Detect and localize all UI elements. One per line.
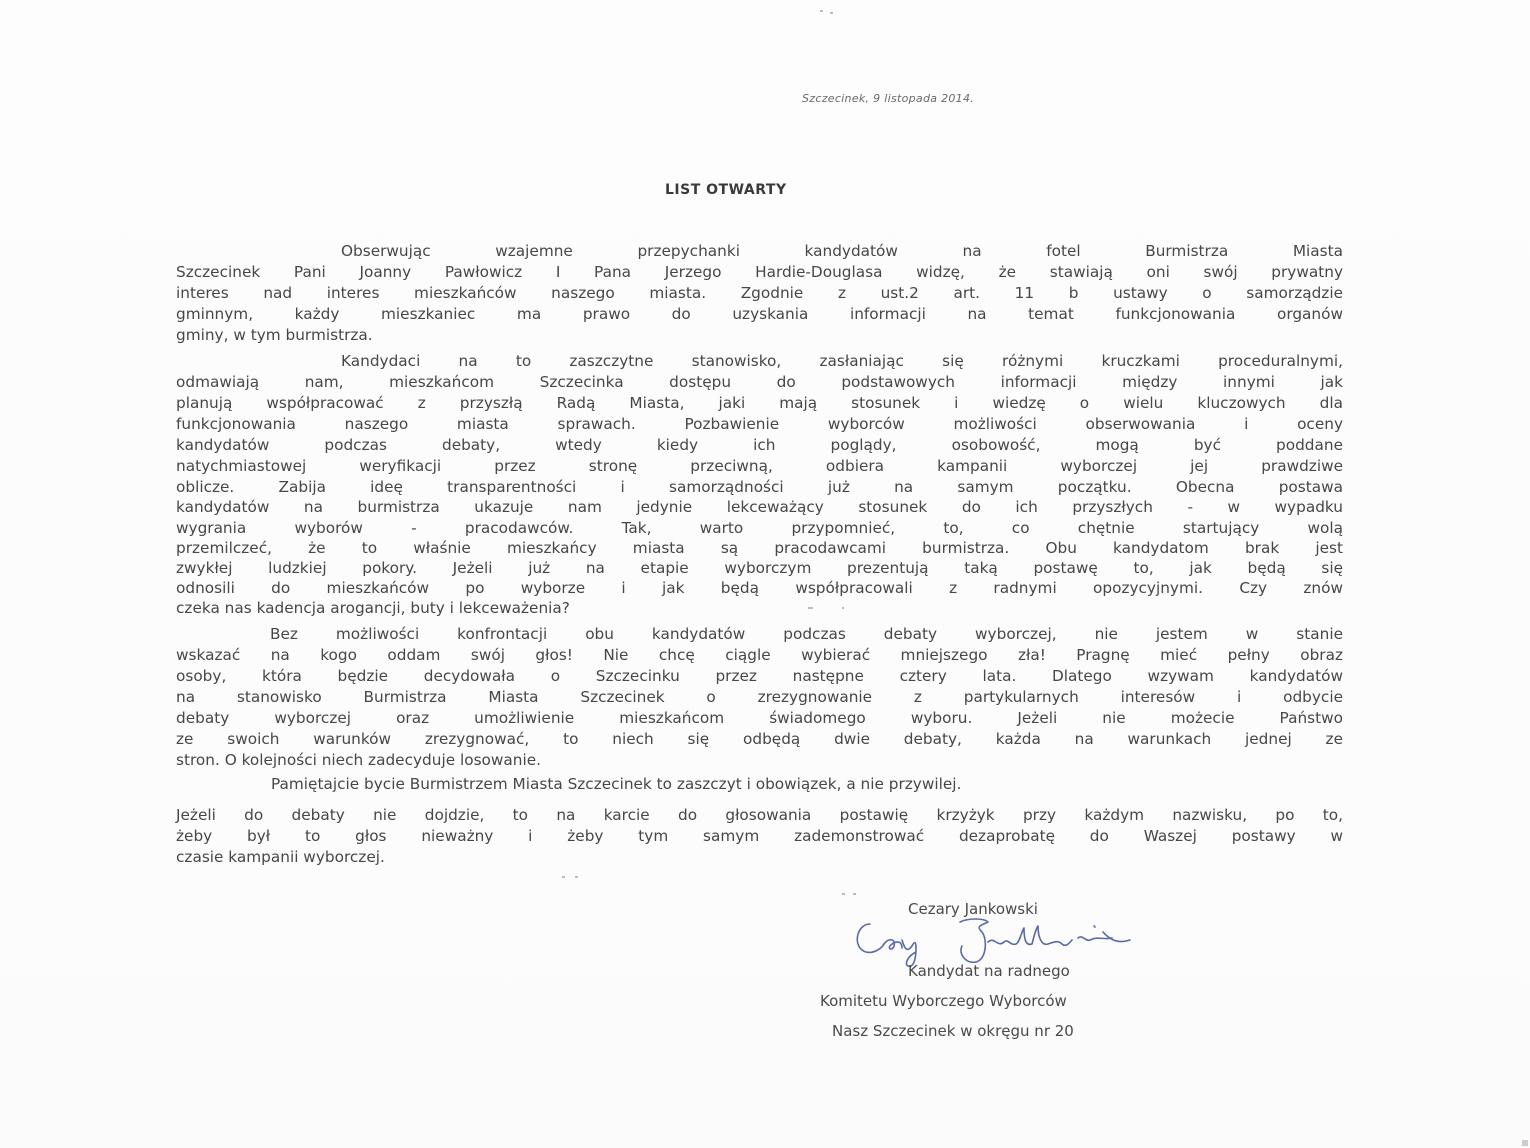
signatory-role-line-1: Kandydat na radnego bbox=[908, 962, 1070, 980]
signature-strokes bbox=[857, 919, 1130, 966]
text-line: oblicze. Zabija ideę transparentności i samorządności już na samym początku. Obecna postawa bbox=[176, 478, 1343, 496]
signatory-role-line-2: Komitetu Wyborczego Wyborców bbox=[820, 992, 1067, 1010]
text-line: Obserwując wzajemne przepychanki kandydatów na fotel Burmistrza Miasta bbox=[341, 242, 1343, 260]
signatory-role-line-3: Nasz Szczecinek w okręgu nr 20 bbox=[832, 1022, 1074, 1040]
scan-speck bbox=[830, 12, 833, 14]
text-line: zwykłej ludzkiej pokory. Jeżeli już na etapie wyborczym prezentują taką postawę to, jak będą się bbox=[176, 559, 1343, 577]
text-line: Jeżeli do debaty nie dojdzie, to na karcie do głosowania postawię krzyżyk przy każdym nazwisku, po to, bbox=[176, 806, 1343, 824]
text-line: wygrania wyborów - pracodawców. Tak, warto przypomnieć, to, co chętnie startujący wolą bbox=[176, 519, 1343, 537]
scan-speck bbox=[820, 10, 823, 12]
text-line: planują współpracować z przyszłą Radą Miasta, jaki mają stosunek i wiedzę o wielu kluczowych dla bbox=[176, 394, 1343, 412]
text-line: debaty wyborczej oraz umożliwienie mieszkańcom świadomego wyboru. Jeżeli nie możecie Państwo bbox=[176, 709, 1343, 727]
text-line: kandydatów podczas debaty, wtedy kiedy ich poglądy, osobowość, mogą być poddane bbox=[176, 436, 1343, 454]
text-line: osoby, która będzie decydowała o Szczecinku przez następne cztery lata. Dlatego wzywam kandydatów bbox=[176, 667, 1343, 685]
scan-speck bbox=[1522, 1140, 1528, 1146]
scan-speck bbox=[842, 893, 845, 895]
scan-speck bbox=[808, 607, 813, 609]
text-line: ze swoich warunków zrezygnować, to niech się odbędą dwie debaty, każda na warunkach jednej ze bbox=[176, 730, 1343, 748]
letter-title: LIST OTWARTY bbox=[665, 182, 787, 198]
text-line: odmawiają nam, mieszkańcom Szczecinka dostępu do podstawowych informacji między innymi jak bbox=[176, 373, 1343, 391]
scan-speck bbox=[842, 607, 844, 609]
scan-speck bbox=[853, 893, 856, 895]
text-line: Bez możliwości konfrontacji obu kandydatów podczas debaty wyborczej, nie jestem w stanie bbox=[270, 625, 1343, 643]
text-line: wskazać na kogo oddam swój głos! Nie chcę ciągle wybierać mniejszego zła! Pragnę mieć pełny obraz bbox=[176, 646, 1343, 664]
text-line: gminy, w tym burmistrza. bbox=[176, 326, 373, 344]
text-line: interes nad interes mieszkańców naszego miasta. Zgodnie z ust.2 art. 11 b ustawy o samorządzie bbox=[176, 284, 1343, 302]
letter-date: Szczecinek, 9 listopada 2014. bbox=[802, 92, 975, 105]
text-line: Pamiętajcie bycie Burmistrzem Miasta Szczecinek to zaszczyt i obowiązek, a nie przywilej. bbox=[271, 775, 962, 793]
signatory-name: Cezary Jankowski bbox=[908, 900, 1038, 918]
text-line: kandydatów na burmistrza ukazuje nam jedynie lekceważący stosunek do ich przyszłych - w wypadku bbox=[176, 498, 1343, 516]
scan-speck bbox=[575, 876, 578, 878]
text-line: Kandydaci na to zaszczytne stanowisko, zasłaniając się różnymi kruczkami proceduralnymi, bbox=[341, 352, 1343, 370]
text-line: czeka nas kadencja arogancji, buty i lekceważenia? bbox=[176, 599, 570, 617]
text-line: czasie kampanii wyborczej. bbox=[176, 848, 385, 866]
text-line: gminnym, każdy mieszkaniec ma prawo do uzyskania informacji na temat funkcjonowania organów bbox=[176, 305, 1343, 323]
text-line: żeby był to głos nieważny i żeby tym samym zademonstrować dezaprobatę do Waszej postawy w bbox=[176, 827, 1343, 845]
text-line: natychmiastowej weryfikacji przez stronę przeciwną, odbiera kampanii wyborczej jej prawdziwe bbox=[176, 457, 1343, 475]
text-line: funkcjonowania naszego miasta sprawach. Pozbawienie wyborców możliwości obserwowania i oceny bbox=[176, 415, 1343, 433]
handwritten-signature bbox=[848, 910, 1178, 970]
scan-speck bbox=[562, 876, 565, 878]
text-line: przemilczeć, że to właśnie mieszkańcy miasta są pracodawcami burmistrza. Obu kandydatom brak jest bbox=[176, 539, 1343, 557]
text-line: Szczecinek Pani Joanny Pawłowicz I Pana Jerzego Hardie-Douglasa widzę, że stawiają oni swój prywatny bbox=[176, 263, 1343, 281]
text-line: stron. O kolejności niech zadecyduje losowanie. bbox=[176, 751, 542, 769]
text-line: odnosili do mieszkańców po wyborze i jak będą współpracowali z radnymi opozycyjnymi. Czy znów bbox=[176, 579, 1343, 597]
text-line: na stanowisko Burmistrza Miasta Szczecinek o zrezygnowanie z partykularnych interesów i odbycie bbox=[176, 688, 1343, 706]
